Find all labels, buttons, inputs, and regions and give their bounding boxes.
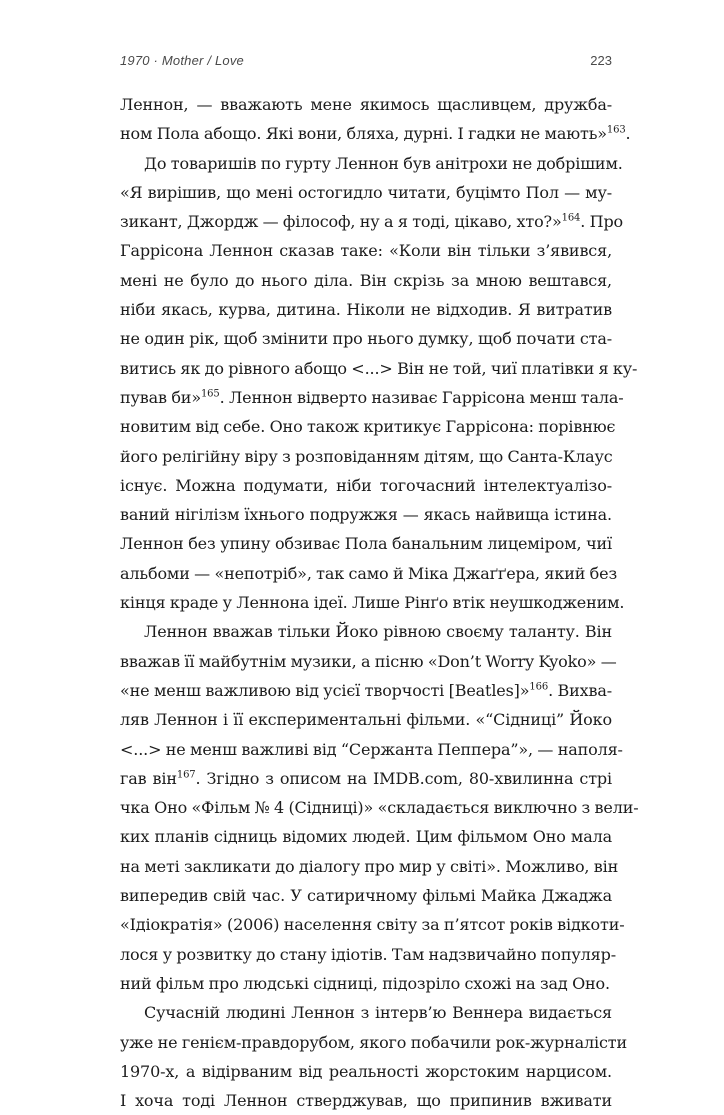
text-run: лося у розвитку до стану ідіотів. Там надзвичайно популяр- — [120, 944, 616, 964]
text-line — [120, 1057, 612, 1086]
text-line — [120, 910, 625, 939]
body-text — [120, 90, 639, 1115]
text-run: «Я вирішив, що мені остогидло читати, буцімто Пол — му- — [120, 182, 612, 202]
text-run: ваний нігілізм їхнього подружжя — якась найвища істина. — [120, 505, 612, 525]
text-run: уже не генієм-правдорубом, якого побачили рок-журналісти — [120, 1032, 627, 1052]
text-line — [120, 822, 612, 851]
text-run: . Леннон відверто називає Гаррісона менш тала- — [219, 387, 624, 407]
text-line — [120, 735, 623, 764]
text-line — [120, 588, 625, 617]
text-run: <...> не менш важливі від “Сержанта Пеппера”», — наполя- — [120, 739, 623, 759]
text-line — [120, 764, 612, 793]
text-line — [120, 940, 616, 969]
text-line — [120, 90, 612, 119]
text-line — [120, 1028, 627, 1057]
text-run: Леннон вважав тільки Йоко рівною своєму таланту. Він — [144, 622, 612, 642]
text-run: 1970-х, а відірваним від реальності жорстоким нарцисом. — [120, 1061, 612, 1081]
text-line — [120, 119, 631, 148]
text-line — [120, 149, 623, 178]
text-run: ном Пола абощо. Які вони, бляха, дурні. І гадки не мають» — [120, 124, 607, 144]
text-line — [120, 295, 612, 324]
text-line — [120, 647, 617, 676]
chapter-title: 1970 · Mother / Love — [120, 53, 244, 68]
text-run: витись як до рівного абощо <...> Він не той, чиї платівки я ку- — [120, 358, 638, 378]
text-run: на меті закликати до діалогу про мир у світі». Можливо, він — [120, 856, 619, 876]
text-run: ких планів сідниць відомих людей. Цим фільмом Оно мала — [120, 827, 612, 847]
text-run: . Вихва- — [548, 680, 612, 700]
text-line — [120, 852, 619, 881]
text-run: . Про — [580, 212, 624, 232]
page-number: 223 — [590, 53, 612, 68]
text-run: зикант, Джордж — філософ, ну а я тоді, цікаво, хто?» — [120, 212, 562, 232]
text-run: його релігійну віру з розповіданням дітям, що Санта-Клаус — [120, 446, 613, 466]
text-run: «Ідіократія» (2006) населення світу за п’ятсот років відкоти- — [120, 915, 625, 935]
text-line — [120, 881, 612, 910]
footnote-marker: 163 — [606, 124, 626, 136]
text-run: ляв Леннон і її експериментальні фільми. «“Сідниці” Йоко — [120, 710, 612, 730]
text-run: не один рік, щоб змінити про нього думку, щоб почати ста- — [120, 329, 612, 349]
text-run: «не менш важливою від усієї творчості [Beatles]» — [120, 680, 530, 700]
text-line — [120, 442, 612, 471]
text-run: вважав її майбутнім музики, а пісню «Don’t Worry Kyoko» — — [120, 651, 617, 671]
text-run: ніби якась, курва, дитина. Ніколи не відходив. Я витратив — [120, 300, 612, 320]
text-run: існує. Можна подумати, ніби тогочасний інтелектуалізо- — [120, 475, 612, 495]
footnote-marker: 164 — [561, 212, 581, 224]
text-run: Гаррісона Леннон сказав таке: «Коли він тільки з’явився, — [120, 241, 612, 261]
text-run: альбоми — «непотріб», так само й Міка Джаґґера, який без — [120, 563, 618, 583]
text-line — [120, 354, 638, 383]
text-line — [120, 178, 612, 207]
text-line — [120, 500, 612, 529]
text-line — [120, 617, 612, 646]
text-line — [120, 266, 612, 295]
text-run: ний фільм про людські сідниці, підозріло схожі на зад Оно. — [120, 973, 610, 993]
book-page — [120, 50, 639, 1111]
text-run: мені не було до нього діла. Він скрізь за мною вештався, — [120, 270, 612, 290]
footnote-marker: 166 — [529, 681, 549, 693]
text-run: кінця краде у Леннона ідеї. Лише Рінґо втік неушкодженим. — [120, 593, 625, 613]
text-line — [120, 676, 612, 705]
text-line — [120, 207, 624, 236]
text-run: чка Оно «Фільм № 4 (Сідниці)» «складається виключно з вели- — [120, 798, 639, 818]
text-run: . — [625, 124, 631, 144]
text-line — [120, 559, 618, 588]
text-run: новитим від себе. Оно також критикує Гаррісона: порівнює — [120, 417, 616, 437]
text-run: пував би» — [120, 387, 201, 407]
text-line — [120, 793, 639, 822]
text-line — [120, 383, 624, 412]
running-head — [120, 50, 612, 72]
text-run: І хоча тоді Леннон стверджував, що припинив вживати — [120, 1091, 612, 1111]
text-run: . Згідно з описом на IMDB.com, 80-хвилинна стрі — [195, 768, 612, 788]
text-line — [120, 471, 612, 500]
text-line — [120, 969, 612, 998]
text-line — [120, 324, 612, 353]
text-line — [120, 1086, 612, 1115]
text-run: випередив свій час. У сатиричному фільмі Майка Джаджа — [120, 886, 612, 906]
text-line — [120, 412, 616, 441]
text-run: гав він — [120, 768, 177, 788]
text-line — [120, 705, 612, 734]
text-run: Сучасній людині Леннон з інтерв’ю Веннера видається — [144, 1003, 612, 1023]
text-line — [120, 998, 612, 1027]
text-run: Леннон, — вважають мене якимось щасливцем, дружба- — [120, 95, 612, 114]
footnote-marker: 165 — [200, 388, 220, 400]
text-run: До товаришів по гурту Леннон був анітрохи не добрішим. — [144, 153, 623, 173]
text-line — [120, 236, 612, 265]
text-run: Леннон без упину обзиває Пола банальним лицеміром, чиї — [120, 534, 612, 554]
text-line — [120, 529, 612, 558]
footnote-marker: 167 — [176, 769, 196, 781]
